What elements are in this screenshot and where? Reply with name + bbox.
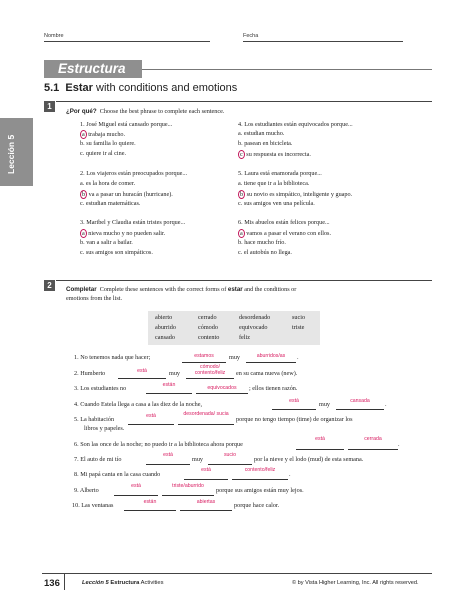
item-3-option-c[interactable]: c. sus amigos son simpáticos. xyxy=(80,249,153,256)
sentence-1-part: . xyxy=(297,354,299,361)
estructura-banner: Estructura xyxy=(44,60,142,78)
item-1-option-a[interactable]: a trabaja mucho. xyxy=(82,131,126,138)
word-bank-item: cerrado xyxy=(198,314,217,321)
sentence-6-part: 6. Son las once de la noche; no puedo ir a la biblioteca ahora porque xyxy=(74,441,243,448)
handwritten-answer: cansada xyxy=(350,398,370,404)
nombre-line xyxy=(44,41,210,42)
circled-answer-mark: a xyxy=(82,131,85,138)
activity-2-instructions-line2: emotions from the list. xyxy=(66,295,123,302)
item-2-question: 2. Los viajeros están preocupados porque... xyxy=(80,170,188,177)
sentence-8-blank-2[interactable] xyxy=(232,479,288,480)
footer-lesson: Lección 5 Estructura Activities xyxy=(82,580,164,586)
sentence-4-blank-1[interactable] xyxy=(272,409,316,410)
handwritten-answer: cómodo/ contento/feliz xyxy=(194,364,226,376)
item-5-option-b[interactable]: b su novio es simpático, inteligente y guapo. xyxy=(240,191,353,198)
sentence-6-blank-1[interactable] xyxy=(296,449,344,450)
activity-2-number: 2 xyxy=(44,280,55,291)
word-bank-item: feliz xyxy=(239,334,250,341)
circled-answer-mark: b xyxy=(240,191,244,198)
item-5-question: 5. Laura está enamorada porque... xyxy=(238,170,322,177)
word-bank-item: aburrido xyxy=(155,324,176,331)
item-5-option-a[interactable]: a. tiene que ir a la biblioteca. xyxy=(238,180,310,187)
word-bank-item: equivocado xyxy=(239,324,268,331)
fecha-line xyxy=(243,41,403,42)
item-2-option-a[interactable]: a. es la hora de comer. xyxy=(80,180,136,187)
handwritten-answer: desordenada/ sucia xyxy=(183,411,229,417)
sentence-10-blank-1[interactable] xyxy=(124,510,176,511)
handwritten-answer: está xyxy=(315,436,325,442)
section-title: 5.1 Estar with conditions and emotions xyxy=(44,82,238,94)
sentence-4-part: 4. Cuando Estela llega a casa a las diez de la noche, xyxy=(74,401,202,408)
handwritten-answer: sucio xyxy=(223,452,237,458)
sentence-4-blank-2[interactable] xyxy=(336,409,384,410)
sentence-6-blank-2[interactable] xyxy=(348,449,398,450)
sentence-7-part: 7. El auto de mi tío xyxy=(74,456,122,463)
sentence-9-part: porque sus amigos están muy lejos. xyxy=(216,487,304,494)
sentence-7-blank-1[interactable] xyxy=(146,464,190,465)
sentence-9-blank-2[interactable] xyxy=(162,495,214,496)
sentence-7-part: por la nieve y el lodo (mud) de esta semana. xyxy=(254,456,364,463)
sentence-8-part: . xyxy=(289,471,291,478)
page-number: 136 xyxy=(44,578,60,589)
sentence-3-blank-1[interactable] xyxy=(146,393,192,394)
handwritten-answer: triste/aburrido xyxy=(172,483,204,489)
item-1-option-c[interactable]: c. quiere ir al cine. xyxy=(80,150,127,157)
banner-rule xyxy=(142,69,432,70)
sentence-9-blank-1[interactable] xyxy=(114,495,158,496)
sentence-4-part: . xyxy=(385,401,387,408)
sentence-1-blank-1[interactable] xyxy=(182,362,226,363)
word-bank-item: abierto xyxy=(155,314,173,321)
item-4-option-b[interactable]: b. pasean en bicicleta. xyxy=(238,140,293,147)
item-3-option-a[interactable]: a nieva mucho y no pueden salir. xyxy=(82,230,166,237)
sentence-2-part: en su cama nueva (new). xyxy=(236,370,298,377)
item-3-option-b[interactable]: b. van a salir a bailar. xyxy=(80,239,133,246)
sentence-1-part: muy xyxy=(229,354,241,361)
word-bank-item: triste xyxy=(292,324,305,331)
sentence-4-part: muy xyxy=(319,401,331,408)
word-bank-item: cansado xyxy=(155,334,175,341)
handwritten-answer: está xyxy=(137,368,147,374)
word-bank xyxy=(148,311,320,345)
circled-answer-mark: a xyxy=(82,230,85,237)
sentence-1-part: 1. No tenemos nada que hacer; xyxy=(74,354,151,361)
item-4-question: 4. Los estudiantes están equivocados porque... xyxy=(238,121,353,128)
item-2-option-c[interactable]: c. estudian matemáticas. xyxy=(80,200,141,207)
handwritten-answer: están xyxy=(143,499,157,505)
sentence-2-part: muy xyxy=(169,370,181,377)
activity-1-number: 1 xyxy=(44,101,55,112)
sentence-5-blank-1[interactable] xyxy=(128,424,174,425)
sentence-6-part: . xyxy=(398,441,400,448)
handwritten-answer: abiertas xyxy=(196,499,216,505)
activity-2-instructions: Completar Complete these sentences with the correct forms of estar and the conditions or xyxy=(66,286,297,293)
handwritten-answer: contento/feliz xyxy=(244,467,276,473)
sentence-3-part: ; ellos tienen razón. xyxy=(249,385,298,392)
item-6-question: 6. Mis abuelos están felices porque... xyxy=(238,219,330,226)
activity-1-rule xyxy=(56,101,432,102)
sentence-10-part: 10. Las ventanas xyxy=(72,502,114,509)
sentence-7-part: muy xyxy=(192,456,204,463)
footer-rule xyxy=(42,573,432,574)
sentence-10-part: porque hace calor. xyxy=(234,502,280,509)
item-5-option-c[interactable]: c. sus amigos ven una película. xyxy=(238,200,315,207)
sentence-8-blank-1[interactable] xyxy=(184,479,228,480)
handwritten-answer: cerrada xyxy=(364,436,382,442)
handwritten-answer: aburridos/as xyxy=(256,353,286,359)
sentence-2-blank-1[interactable] xyxy=(118,378,166,379)
sentence-1-blank-2[interactable] xyxy=(246,362,296,363)
handwritten-answer: está xyxy=(289,398,299,404)
item-6-option-a[interactable]: a vamos a pasar el verano con ellos. xyxy=(240,230,332,237)
word-bank-item: sucio xyxy=(292,314,306,321)
handwritten-answer: está xyxy=(163,452,173,458)
circled-answer-mark: c xyxy=(240,151,243,158)
sentence-2-blank-2[interactable] xyxy=(186,378,234,379)
sentence-3-blank-2[interactable] xyxy=(196,393,248,394)
sentence-8-part: 8. Mi papá canta en la casa cuando xyxy=(74,471,161,478)
lesson-side-tab: Lección 5 xyxy=(0,118,33,186)
sentence-5-part: 5. La habitación xyxy=(74,416,115,423)
sentence-2-part: 2. Humberto xyxy=(74,370,106,377)
sentence-5-blank-2[interactable] xyxy=(178,424,234,425)
handwritten-answer: está xyxy=(131,483,141,489)
handwritten-answer: está xyxy=(146,413,156,419)
handwritten-answer: equivocados xyxy=(207,385,237,391)
item-6-option-c[interactable]: c. el autobús no llega. xyxy=(238,249,292,256)
item-4-option-c[interactable]: c su respuesta es incorrecta. xyxy=(240,151,311,158)
nombre-label: Nombre xyxy=(44,33,64,39)
word-bank-item: contento xyxy=(198,334,220,341)
word-bank-item: desordenado xyxy=(239,314,271,321)
item-2-option-b[interactable]: b va a pasar un huracán (hurricane). xyxy=(82,191,173,198)
handwritten-answer: estamos xyxy=(194,353,214,359)
fecha-label: Fecha xyxy=(243,33,259,39)
circled-answer-mark: b xyxy=(82,191,86,198)
footer-divider xyxy=(64,574,65,590)
sentence-9-part: 9. Alberto xyxy=(74,487,99,494)
activity-2-rule xyxy=(56,280,432,281)
item-1-option-b[interactable]: b. su familia lo quiere. xyxy=(80,140,136,147)
handwritten-answer: están xyxy=(162,382,176,388)
activity-1-instructions: ¿Por qué? Choose the best phrase to complete each sentence. xyxy=(66,108,225,115)
sentence-7-blank-2[interactable] xyxy=(208,464,252,465)
item-4-option-a[interactable]: a. estudian mucho. xyxy=(238,130,285,137)
item-3-question: 3. Maribel y Claudia están tristes porque... xyxy=(80,219,186,226)
handwritten-answer: está xyxy=(201,467,211,473)
sentence-5-part: porque no tengo tiempo (time) de organizar los xyxy=(236,416,353,423)
item-6-option-b[interactable]: b. hace mucho frío. xyxy=(238,239,286,246)
footer-copyright: © by Vista Higher Learning, Inc. All rights reserved. xyxy=(292,580,419,586)
word-bank-item: cómodo xyxy=(198,324,218,331)
circled-answer-mark: a xyxy=(240,230,243,237)
sentence-10-blank-2[interactable] xyxy=(180,510,232,511)
sentence-5-part: libros y papeles. xyxy=(84,425,125,432)
item-1-question: 1. José Miguel está cansado porque... xyxy=(80,121,173,128)
sentence-3-part: 3. Los estudiantes no xyxy=(74,385,127,392)
